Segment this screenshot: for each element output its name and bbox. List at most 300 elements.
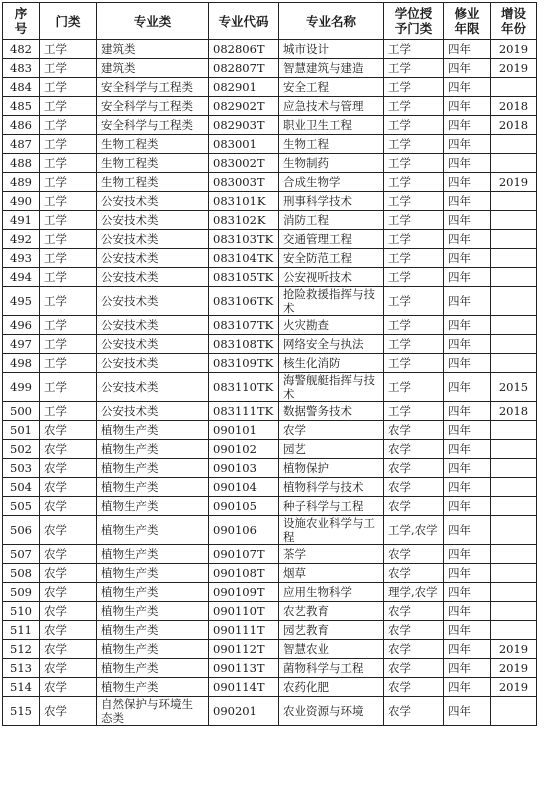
cell-serial: 509 xyxy=(3,583,40,602)
cell-major-class: 植物生产类 xyxy=(97,583,209,602)
cell-major-code: 090101 xyxy=(209,421,279,440)
cell-years: 四年 xyxy=(444,659,491,678)
cell-serial: 489 xyxy=(3,173,40,192)
cell-added-year xyxy=(491,697,537,726)
cell-discipline: 工学 xyxy=(40,116,97,135)
cell-years: 四年 xyxy=(444,564,491,583)
cell-major-class: 公安技术类 xyxy=(97,316,209,335)
cell-degree: 工学 xyxy=(384,249,444,268)
cell-major-class: 植物生产类 xyxy=(97,478,209,497)
table-row xyxy=(3,173,537,192)
cell-years: 四年 xyxy=(444,287,491,316)
cell-degree: 农学 xyxy=(384,659,444,678)
cell-major-code: 083001 xyxy=(209,135,279,154)
cell-major-code: 090108T xyxy=(209,564,279,583)
header-discipline: 门类 xyxy=(40,3,97,40)
table-row xyxy=(3,335,537,354)
cell-major-name: 安全工程 xyxy=(279,78,384,97)
cell-discipline: 工学 xyxy=(40,268,97,287)
cell-added-year xyxy=(491,135,537,154)
cell-degree: 农学 xyxy=(384,497,444,516)
cell-discipline: 工学 xyxy=(40,173,97,192)
cell-serial: 484 xyxy=(3,78,40,97)
cell-added-year xyxy=(491,545,537,564)
cell-added-year xyxy=(491,478,537,497)
cell-degree: 工学 xyxy=(384,402,444,421)
cell-major-class: 植物生产类 xyxy=(97,640,209,659)
header-year-added: 增设 年份 xyxy=(491,3,537,40)
cell-serial: 504 xyxy=(3,478,40,497)
cell-serial: 482 xyxy=(3,40,40,59)
cell-discipline: 工学 xyxy=(40,59,97,78)
cell-major-code: 090103 xyxy=(209,459,279,478)
table-row xyxy=(3,583,537,602)
cell-years: 四年 xyxy=(444,497,491,516)
cell-major-class: 植物生产类 xyxy=(97,497,209,516)
cell-major-class: 公安技术类 xyxy=(97,192,209,211)
cell-major-code: 083109TK xyxy=(209,354,279,373)
cell-major-name: 植物科学与技术 xyxy=(279,478,384,497)
cell-major-name: 生物工程 xyxy=(279,135,384,154)
cell-added-year xyxy=(491,287,537,316)
cell-major-class: 公安技术类 xyxy=(97,354,209,373)
table-row xyxy=(3,287,537,316)
cell-years: 四年 xyxy=(444,173,491,192)
cell-degree: 工学,农学 xyxy=(384,516,444,545)
cell-major-class: 自然保护与环境生态类 xyxy=(97,697,209,726)
table-row xyxy=(3,659,537,678)
cell-added-year: 2019 xyxy=(491,678,537,697)
cell-degree: 理学,农学 xyxy=(384,583,444,602)
cell-discipline: 农学 xyxy=(40,497,97,516)
cell-major-class: 生物工程类 xyxy=(97,135,209,154)
cell-major-name: 海警舰艇指挥与技术 xyxy=(279,373,384,402)
cell-serial: 486 xyxy=(3,116,40,135)
cell-years: 四年 xyxy=(444,697,491,726)
cell-added-year xyxy=(491,564,537,583)
cell-years: 四年 xyxy=(444,583,491,602)
cell-added-year: 2018 xyxy=(491,97,537,116)
cell-major-class: 安全科学与工程类 xyxy=(97,97,209,116)
cell-years: 四年 xyxy=(444,545,491,564)
cell-major-name: 农艺教育 xyxy=(279,602,384,621)
table-row xyxy=(3,268,537,287)
table-row xyxy=(3,78,537,97)
cell-major-name: 园艺教育 xyxy=(279,621,384,640)
cell-major-class: 公安技术类 xyxy=(97,268,209,287)
table-row xyxy=(3,97,537,116)
cell-degree: 农学 xyxy=(384,459,444,478)
cell-major-code: 082901 xyxy=(209,78,279,97)
cell-degree: 农学 xyxy=(384,621,444,640)
cell-major-code: 083110TK xyxy=(209,373,279,402)
cell-degree: 工学 xyxy=(384,211,444,230)
cell-discipline: 农学 xyxy=(40,478,97,497)
cell-major-class: 植物生产类 xyxy=(97,516,209,545)
cell-serial: 505 xyxy=(3,497,40,516)
cell-major-code: 090114T xyxy=(209,678,279,697)
cell-major-name: 刑事科学技术 xyxy=(279,192,384,211)
table-row xyxy=(3,154,537,173)
cell-added-year xyxy=(491,335,537,354)
cell-serial: 507 xyxy=(3,545,40,564)
cell-serial: 485 xyxy=(3,97,40,116)
cell-major-code: 090102 xyxy=(209,440,279,459)
cell-major-class: 公安技术类 xyxy=(97,287,209,316)
cell-degree: 工学 xyxy=(384,59,444,78)
cell-discipline: 工学 xyxy=(40,354,97,373)
cell-years: 四年 xyxy=(444,421,491,440)
table-row xyxy=(3,516,537,545)
cell-years: 四年 xyxy=(444,335,491,354)
cell-years: 四年 xyxy=(444,602,491,621)
cell-major-code: 090111T xyxy=(209,621,279,640)
cell-discipline: 农学 xyxy=(40,678,97,697)
cell-degree: 工学 xyxy=(384,354,444,373)
cell-added-year xyxy=(491,602,537,621)
table-row xyxy=(3,621,537,640)
table-row xyxy=(3,421,537,440)
cell-major-code: 090110T xyxy=(209,602,279,621)
cell-discipline: 农学 xyxy=(40,697,97,726)
cell-years: 四年 xyxy=(444,116,491,135)
table-row xyxy=(3,249,537,268)
cell-added-year xyxy=(491,249,537,268)
cell-major-code: 083104TK xyxy=(209,249,279,268)
cell-discipline: 工学 xyxy=(40,154,97,173)
cell-discipline: 工学 xyxy=(40,249,97,268)
cell-major-name: 园艺 xyxy=(279,440,384,459)
cell-major-code: 083002T xyxy=(209,154,279,173)
cell-years: 四年 xyxy=(444,640,491,659)
cell-major-name: 农业资源与环境 xyxy=(279,697,384,726)
table-header-row xyxy=(3,3,537,40)
cell-added-year: 2019 xyxy=(491,659,537,678)
cell-major-code: 083111TK xyxy=(209,402,279,421)
cell-major-code: 083103TK xyxy=(209,230,279,249)
cell-major-name: 智慧建筑与建造 xyxy=(279,59,384,78)
cell-degree: 农学 xyxy=(384,602,444,621)
table-row xyxy=(3,40,537,59)
cell-major-class: 生物工程类 xyxy=(97,154,209,173)
cell-serial: 501 xyxy=(3,421,40,440)
cell-years: 四年 xyxy=(444,78,491,97)
cell-added-year: 2018 xyxy=(491,116,537,135)
cell-major-class: 植物生产类 xyxy=(97,440,209,459)
cell-serial: 487 xyxy=(3,135,40,154)
cell-discipline: 工学 xyxy=(40,211,97,230)
cell-added-year xyxy=(491,459,537,478)
cell-major-code: 083106TK xyxy=(209,287,279,316)
cell-years: 四年 xyxy=(444,59,491,78)
cell-major-class: 生物工程类 xyxy=(97,173,209,192)
cell-added-year xyxy=(491,154,537,173)
cell-major-code: 083105TK xyxy=(209,268,279,287)
cell-degree: 工学 xyxy=(384,230,444,249)
table-row xyxy=(3,230,537,249)
table-row xyxy=(3,354,537,373)
cell-added-year xyxy=(491,421,537,440)
cell-discipline: 农学 xyxy=(40,564,97,583)
cell-years: 四年 xyxy=(444,135,491,154)
cell-serial: 496 xyxy=(3,316,40,335)
cell-discipline: 工学 xyxy=(40,402,97,421)
cell-serial: 494 xyxy=(3,268,40,287)
cell-serial: 510 xyxy=(3,602,40,621)
cell-added-year: 2018 xyxy=(491,402,537,421)
cell-discipline: 农学 xyxy=(40,459,97,478)
cell-years: 四年 xyxy=(444,459,491,478)
cell-added-year xyxy=(491,516,537,545)
cell-degree: 工学 xyxy=(384,268,444,287)
cell-serial: 495 xyxy=(3,287,40,316)
table-row xyxy=(3,459,537,478)
cell-major-name: 城市设计 xyxy=(279,40,384,59)
cell-years: 四年 xyxy=(444,354,491,373)
cell-degree: 农学 xyxy=(384,478,444,497)
cell-degree: 农学 xyxy=(384,440,444,459)
cell-major-code: 082903T xyxy=(209,116,279,135)
cell-serial: 502 xyxy=(3,440,40,459)
cell-serial: 513 xyxy=(3,659,40,678)
header-major-class: 专业类 xyxy=(97,3,209,40)
cell-major-name: 植物保护 xyxy=(279,459,384,478)
table-body xyxy=(3,40,537,726)
cell-major-name: 安全防范工程 xyxy=(279,249,384,268)
cell-discipline: 农学 xyxy=(40,621,97,640)
cell-major-code: 083107TK xyxy=(209,316,279,335)
cell-serial: 515 xyxy=(3,697,40,726)
cell-degree: 农学 xyxy=(384,564,444,583)
cell-major-name: 数据警务技术 xyxy=(279,402,384,421)
cell-added-year: 2019 xyxy=(491,640,537,659)
cell-serial: 514 xyxy=(3,678,40,697)
cell-major-class: 公安技术类 xyxy=(97,373,209,402)
cell-major-name: 种子科学与工程 xyxy=(279,497,384,516)
header-study-years: 修业 年限 xyxy=(444,3,491,40)
cell-major-name: 生物制药 xyxy=(279,154,384,173)
cell-serial: 488 xyxy=(3,154,40,173)
cell-serial: 503 xyxy=(3,459,40,478)
cell-added-year xyxy=(491,230,537,249)
table-row xyxy=(3,640,537,659)
table-row xyxy=(3,478,537,497)
cell-degree: 工学 xyxy=(384,135,444,154)
cell-discipline: 农学 xyxy=(40,583,97,602)
cell-major-code: 090104 xyxy=(209,478,279,497)
table-row xyxy=(3,564,537,583)
cell-major-name: 烟草 xyxy=(279,564,384,583)
cell-degree: 工学 xyxy=(384,287,444,316)
cell-major-code: 083003T xyxy=(209,173,279,192)
cell-degree: 工学 xyxy=(384,97,444,116)
cell-serial: 491 xyxy=(3,211,40,230)
cell-added-year xyxy=(491,621,537,640)
cell-major-class: 植物生产类 xyxy=(97,621,209,640)
cell-major-name: 智慧农业 xyxy=(279,640,384,659)
table-row xyxy=(3,697,537,726)
cell-serial: 512 xyxy=(3,640,40,659)
cell-major-code: 090112T xyxy=(209,640,279,659)
cell-discipline: 工学 xyxy=(40,373,97,402)
cell-discipline: 工学 xyxy=(40,97,97,116)
cell-major-class: 安全科学与工程类 xyxy=(97,78,209,97)
cell-discipline: 工学 xyxy=(40,316,97,335)
table-row xyxy=(3,497,537,516)
cell-degree: 工学 xyxy=(384,316,444,335)
cell-major-class: 植物生产类 xyxy=(97,421,209,440)
cell-serial: 508 xyxy=(3,564,40,583)
cell-years: 四年 xyxy=(444,230,491,249)
cell-years: 四年 xyxy=(444,192,491,211)
cell-discipline: 农学 xyxy=(40,602,97,621)
cell-years: 四年 xyxy=(444,402,491,421)
header-serial-number: 序 号 xyxy=(3,3,40,40)
cell-major-code: 082902T xyxy=(209,97,279,116)
cell-years: 四年 xyxy=(444,516,491,545)
cell-major-class: 植物生产类 xyxy=(97,459,209,478)
cell-major-name: 农药化肥 xyxy=(279,678,384,697)
cell-years: 四年 xyxy=(444,211,491,230)
cell-major-name: 应用生物科学 xyxy=(279,583,384,602)
table-row xyxy=(3,402,537,421)
cell-major-class: 公安技术类 xyxy=(97,249,209,268)
cell-serial: 492 xyxy=(3,230,40,249)
cell-added-year xyxy=(491,316,537,335)
cell-added-year xyxy=(491,583,537,602)
header-degree-category: 学位授 予门类 xyxy=(384,3,444,40)
cell-degree: 工学 xyxy=(384,373,444,402)
major-catalog-table-container xyxy=(2,2,537,726)
cell-added-year: 2019 xyxy=(491,59,537,78)
cell-added-year xyxy=(491,211,537,230)
cell-years: 四年 xyxy=(444,97,491,116)
cell-discipline: 农学 xyxy=(40,440,97,459)
cell-major-code: 090201 xyxy=(209,697,279,726)
cell-major-name: 茶学 xyxy=(279,545,384,564)
cell-discipline: 工学 xyxy=(40,335,97,354)
cell-major-name: 消防工程 xyxy=(279,211,384,230)
cell-degree: 农学 xyxy=(384,421,444,440)
cell-major-name: 设施农业科学与工程 xyxy=(279,516,384,545)
cell-years: 四年 xyxy=(444,316,491,335)
major-catalog-table xyxy=(2,2,537,726)
cell-discipline: 工学 xyxy=(40,40,97,59)
cell-discipline: 农学 xyxy=(40,516,97,545)
cell-serial: 498 xyxy=(3,354,40,373)
table-row xyxy=(3,192,537,211)
cell-serial: 493 xyxy=(3,249,40,268)
cell-major-class: 公安技术类 xyxy=(97,335,209,354)
header-major-name: 专业名称 xyxy=(279,3,384,40)
cell-added-year: 2019 xyxy=(491,40,537,59)
cell-years: 四年 xyxy=(444,621,491,640)
cell-major-name: 菌物科学与工程 xyxy=(279,659,384,678)
table-row xyxy=(3,59,537,78)
cell-added-year: 2019 xyxy=(491,173,537,192)
cell-major-class: 植物生产类 xyxy=(97,602,209,621)
cell-serial: 497 xyxy=(3,335,40,354)
cell-discipline: 工学 xyxy=(40,135,97,154)
cell-added-year: 2015 xyxy=(491,373,537,402)
cell-major-class: 公安技术类 xyxy=(97,402,209,421)
cell-years: 四年 xyxy=(444,478,491,497)
header-major-code: 专业代码 xyxy=(209,3,279,40)
cell-degree: 农学 xyxy=(384,697,444,726)
cell-added-year xyxy=(491,268,537,287)
cell-major-name: 核生化消防 xyxy=(279,354,384,373)
cell-added-year xyxy=(491,440,537,459)
cell-discipline: 工学 xyxy=(40,230,97,249)
table-row xyxy=(3,116,537,135)
cell-degree: 农学 xyxy=(384,640,444,659)
cell-years: 四年 xyxy=(444,373,491,402)
cell-major-code: 090106 xyxy=(209,516,279,545)
cell-major-code: 082806T xyxy=(209,40,279,59)
cell-major-class: 公安技术类 xyxy=(97,230,209,249)
cell-major-class: 安全科学与工程类 xyxy=(97,116,209,135)
cell-major-name: 职业卫生工程 xyxy=(279,116,384,135)
table-row xyxy=(3,602,537,621)
cell-major-name: 合成生物学 xyxy=(279,173,384,192)
cell-major-code: 090107T xyxy=(209,545,279,564)
cell-discipline: 农学 xyxy=(40,545,97,564)
cell-major-name: 抢险救援指挥与技术 xyxy=(279,287,384,316)
cell-major-class: 植物生产类 xyxy=(97,659,209,678)
cell-added-year xyxy=(491,354,537,373)
table-row xyxy=(3,678,537,697)
cell-serial: 511 xyxy=(3,621,40,640)
table-row xyxy=(3,440,537,459)
cell-major-class: 公安技术类 xyxy=(97,211,209,230)
cell-degree: 工学 xyxy=(384,173,444,192)
cell-degree: 农学 xyxy=(384,678,444,697)
cell-discipline: 农学 xyxy=(40,421,97,440)
cell-serial: 506 xyxy=(3,516,40,545)
cell-discipline: 工学 xyxy=(40,287,97,316)
cell-degree: 工学 xyxy=(384,40,444,59)
cell-degree: 农学 xyxy=(384,545,444,564)
table-row xyxy=(3,373,537,402)
cell-discipline: 工学 xyxy=(40,78,97,97)
cell-years: 四年 xyxy=(444,678,491,697)
cell-major-code: 083102K xyxy=(209,211,279,230)
table-row xyxy=(3,135,537,154)
cell-degree: 工学 xyxy=(384,78,444,97)
table-row xyxy=(3,211,537,230)
cell-major-code: 083101K xyxy=(209,192,279,211)
cell-major-name: 网络安全与执法 xyxy=(279,335,384,354)
cell-major-class: 植物生产类 xyxy=(97,545,209,564)
cell-major-class: 建筑类 xyxy=(97,40,209,59)
table-row xyxy=(3,316,537,335)
cell-major-name: 公安视听技术 xyxy=(279,268,384,287)
cell-major-class: 植物生产类 xyxy=(97,564,209,583)
table-row xyxy=(3,545,537,564)
cell-degree: 工学 xyxy=(384,154,444,173)
cell-major-code: 090109T xyxy=(209,583,279,602)
cell-degree: 工学 xyxy=(384,116,444,135)
cell-serial: 490 xyxy=(3,192,40,211)
cell-major-code: 090105 xyxy=(209,497,279,516)
cell-major-code: 082807T xyxy=(209,59,279,78)
cell-years: 四年 xyxy=(444,154,491,173)
cell-years: 四年 xyxy=(444,40,491,59)
cell-major-class: 建筑类 xyxy=(97,59,209,78)
cell-added-year xyxy=(491,78,537,97)
cell-discipline: 工学 xyxy=(40,192,97,211)
cell-major-name: 火灾勘查 xyxy=(279,316,384,335)
